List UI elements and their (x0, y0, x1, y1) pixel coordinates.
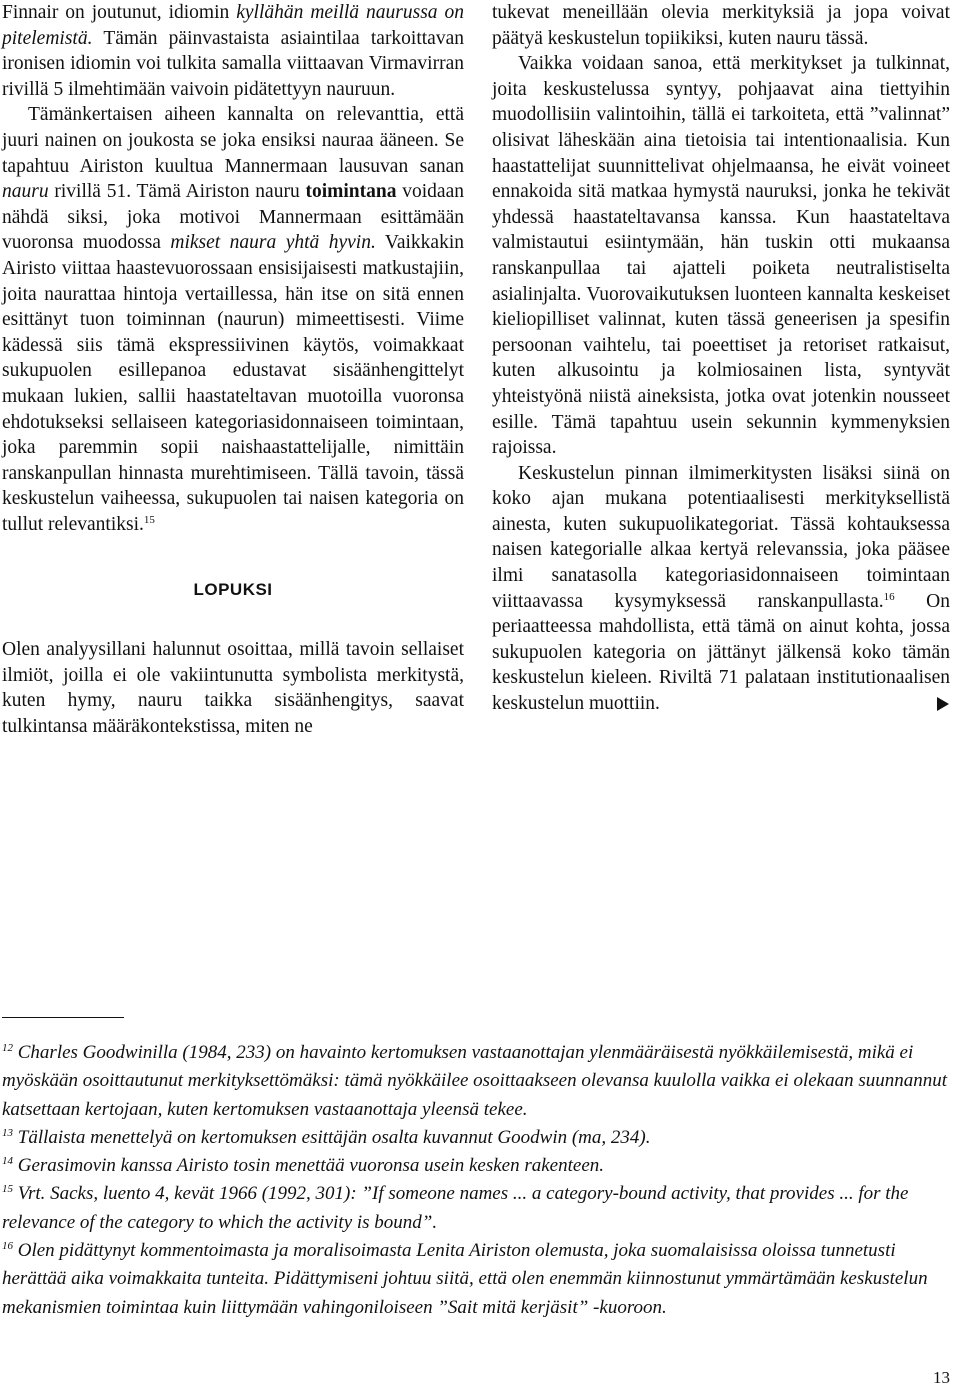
footnote-text: Olen pidättynyt kommentoimasta ja moralisoimasta Lenita Airiston olemusta, joka suomalaisissa oloissa tunnetusti herättää aika voimakkaita tunteita. Pidättymiseni johtuu siitä, että olen enemmän kiinnostunut ymmärtämään keskustelun mekanismien toimintaa kuin liittymään vahingoniloiseen ”Sait mitä kerjäsit” -kuoroon. (2, 1240, 928, 1318)
paragraph (492, 461, 950, 717)
text-run: Tämänkertaisen aiheen kannalta on relevanttia, että juuri nainen on joukosta se joka ensiksi nauraa ääneen. Se tapahtuu Airiston kuultua Mannermaan lausuvan sanan (2, 104, 464, 177)
footnote (2, 1039, 950, 1124)
paragraph: Olen analyysillani halunnut osoittaa, millä tavoin sellaiset ilmiöt, joilla ei ole vakiintunutta symbolista merkitystä, kuten hymy, nauru taikka sisäänhengitys, saavat tulkintansa määräkontekstissa, miten ne (2, 639, 464, 737)
footnote-number: 15 (2, 1183, 13, 1196)
footnote-text: Vrt. Sacks, luento 4, kevät 1966 (1992, 301): ”If someone names ... a category-bound activity, that provides ... for the relevance of the category to which the activity is bound”. (2, 1183, 909, 1233)
text-run: Vaikkakin Airisto viittaa haastevuorossaan ensisijaisesti matkustajiin, joita naurattaa hintoja vertaillessa, hän itse on sitä ennen esittänyt tuon toiminnan (naurun) mimeettisesti. Viime kädessä siis tämä ekspressiivinen käytös, voimakkaat sukupuolen esillepanoa edustavat sisäänhengittelyt mukaan lukien, sallii haastateltavan muotoilla vuoronsa ehdotukseksi sellaiseen kategoriasidonnaiseen toimintaan, joka paremmin sopii naishaastattelijalle, nimittäin ranskanpullan hinnasta murehtimiseen. Tällä tavoin, tässä keskustelun vaiheessa, sukupuolen tai naisen kategoria on tullut relevantiksi. (2, 232, 464, 535)
bold-word: toimintana (305, 181, 397, 203)
footnote-text: Gerasimovin kanssa Airisto tosin menettää vuoronsa usein kesken rakenteen. (17, 1155, 605, 1177)
paragraph (2, 102, 464, 537)
footnote-number: 16 (2, 1240, 13, 1253)
paragraph (2, 0, 464, 102)
footnote-divider (2, 1017, 124, 1018)
footnote-number: 13 (2, 1126, 13, 1139)
text-run: voidaan nähdä siksi, joka motivoi Mannermaan esittämään vuoronsa muodossa (2, 181, 464, 254)
footnote-ref[interactable]: 16 (883, 590, 895, 603)
footnote-text: Tällaista menettelyä on kertomuksen esittäjän osalta kuvannut Goodwin (ma, 234). (17, 1126, 651, 1148)
italic-word: nauru (2, 181, 49, 203)
section-heading: LOPUKSI (193, 580, 273, 600)
footnote (2, 1237, 950, 1322)
footnote (2, 1180, 950, 1237)
text-run: Tämän päinvastaista asiaintilaa tarkoittavan ironisen idiomin voi tulkita samalla viittaavan Virmavirran rivillä 5 ilmehtimään vaivoin pidätettyyn nauruun. (2, 27, 464, 100)
footnotes (2, 1039, 950, 1322)
left-column (2, 0, 464, 739)
italic-phrase: mikset naura yhtä hyvin. (170, 232, 376, 254)
italic-idiom: kyllähän meillä naurussa on pitelemistä. (2, 2, 464, 49)
paragraph: tukevat meneillään olevia merkityksiä ja jopa voivat päätyä keskustelun topiikiksi, kuten nauru tässä. (492, 2, 950, 49)
text-run: On periaatteessa mahdollista, että tämä on ainut kohta, jossa sukupuolen kategoria on jättänyt jälkensä koko tämän keskustelun kieleen. Riviltä 71 palataan institutionaalisen keskustelun muottiin. (492, 590, 950, 715)
footnote (2, 1152, 950, 1180)
page-number: 13 (933, 1368, 950, 1387)
footnote-number: 14 (2, 1155, 13, 1168)
play-triangle-icon (910, 694, 950, 720)
footnote (2, 1124, 950, 1152)
footnote-number: 12 (2, 1042, 13, 1054)
text-run: rivillä 51. Tämä Airiston nauru (48, 181, 306, 203)
footnote-ref[interactable]: 15 (143, 513, 155, 526)
paragraph: Vaikka voidaan sanoa, että merkitykset ja tulkinnat, joita keskustelussa syntyy, pohjaavat aina tiettyihin muodollisiin valintoihin, tällä ei tarkoiteta, että ”valinnat” olisivat läheskään aina tietoisia tai intentionaalisia. Kun haastattelijat suunnittelivat ohjelmaansa, he eivät voineet ennakoida sitä matkaa hymystä nauruksi, jonka he tekivät yhdessä haastateltavansa kanssa. Kun haastateltava valmistautui esiintymään, hän tuskin otti mukaansa ranskanpullaa tai ajatteli poiketa neutralistiselta asialinjalta. Vuorovaikutuksen luonteen kannalta keskeiset kieliopilliset valinnat, kuten tässä geneerisen ja spesifin persoonan vaihtelu, tai poeettiset ja retoriset ratkaisut, kuten alkusointu ja kolmiosainen lista, syntyvät yhteistyönä niistä aineksista, jotka ovat jotenkin nousseet esille. Tämä tapahtuu usein sekunnin kymmenyksien rajoissa. (492, 53, 950, 459)
text-run: Finnair on joutunut, idiomin (2, 2, 237, 23)
footnote-text: Charles Goodwinilla (1984, 233) on havainto kertomuksen vastaanottajan ylenmääräisestä nyökkäilemisestä, mikä ei myöskään osoittautunut merkityksettömäksi: tämä nyökkäilee osoittaakseen olevansa kuulolla vaikka ei olekaan suunnannut katsettaan kertojaan, kuten kertomuksen vastaanottaja yleensä tekee. (2, 1042, 948, 1120)
right-column (492, 0, 950, 720)
text-run: Keskustelun pinnan ilmimerkitysten lisäksi siinä on koko ajan mukana potentiaalisesti merkityksellistä ainesta, kuten sukupuolikategoriat. Tässä kohtauksessa naisen kategorialle alkaa kertyä relevanssia, joka pääsee ilmi sanatasolla kategoriasidonnaiseen toimintaan viittaavassa kysymyksessä ranskanpullasta. (492, 462, 950, 612)
